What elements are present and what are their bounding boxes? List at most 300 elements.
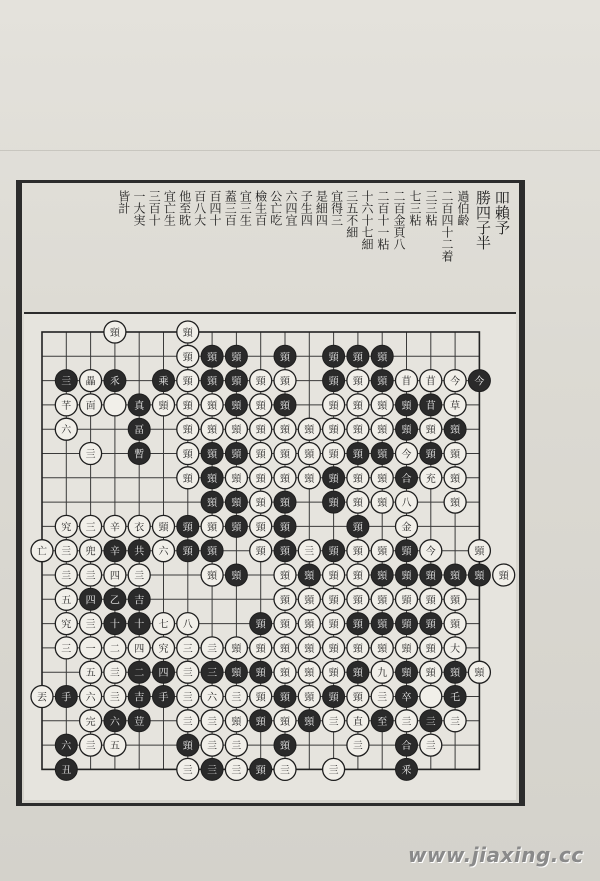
stone-label: 亖 — [231, 765, 242, 777]
white-stone — [298, 467, 320, 489]
white-stone — [225, 686, 247, 708]
white-stone — [153, 540, 175, 562]
stone-label: 頸 — [255, 400, 266, 412]
white-stone — [104, 661, 126, 683]
stone-label: 頸 — [182, 400, 193, 412]
white-stone — [55, 588, 77, 610]
white-stone — [177, 321, 199, 343]
stone-label: 丟 — [37, 692, 47, 704]
stone-label: 六 — [158, 546, 169, 558]
stone-label: 頸 — [377, 643, 388, 655]
stone-label: 頸 — [304, 473, 315, 485]
black-stone — [323, 345, 345, 367]
black-stone — [323, 686, 345, 708]
stone-label: 六 — [207, 692, 218, 704]
stone-label: 頸 — [182, 522, 193, 534]
stone-label: 頸 — [352, 425, 363, 437]
stone-label: 頸 — [231, 376, 242, 388]
white-stone — [80, 637, 102, 659]
black-stone — [104, 710, 126, 732]
black-stone — [274, 515, 296, 537]
white-stone — [420, 370, 442, 392]
stone-label: 頸 — [280, 498, 290, 510]
white-stone — [250, 394, 272, 416]
stone-label: 頸 — [328, 400, 339, 412]
stone-label: 頸 — [182, 473, 193, 485]
white-stone — [80, 564, 102, 586]
white-stone — [80, 686, 102, 708]
white-stone — [420, 734, 442, 756]
white-stone — [347, 370, 369, 392]
white-stone — [104, 686, 126, 708]
white-stone — [323, 588, 345, 610]
black-stone — [104, 540, 126, 562]
white-stone — [177, 394, 199, 416]
stone-label: 究 — [61, 522, 72, 534]
white-stone — [177, 418, 199, 440]
title-column: 勝四子半 — [474, 190, 492, 250]
go-board-svg — [24, 314, 516, 800]
stone-label: 頸 — [450, 595, 461, 607]
stone-label: 草 — [450, 400, 461, 412]
white-stone — [444, 613, 466, 635]
stone-label: 今 — [425, 546, 436, 558]
stone-label: 亖 — [207, 741, 218, 753]
stone-label: 苜 — [425, 376, 436, 388]
stone-label: 今 — [401, 449, 412, 461]
white-stone — [444, 443, 466, 465]
white-stone — [201, 686, 223, 708]
white-stone — [250, 443, 272, 465]
stone-label: 手 — [158, 692, 169, 704]
stone-label: 頸 — [328, 449, 339, 461]
white-stone — [225, 418, 247, 440]
commentary-column: 百四十 — [208, 190, 222, 226]
black-stone — [347, 345, 369, 367]
white-stone — [274, 588, 296, 610]
stone-label: 暫 — [134, 449, 145, 461]
white-stone — [153, 637, 175, 659]
commentary-column: 七三粘 — [408, 190, 422, 226]
black-stone — [298, 710, 320, 732]
stone-label: 頸 — [352, 400, 363, 412]
stone-label: 頸 — [280, 449, 290, 461]
commentary-column: 宜得三 — [329, 190, 344, 226]
white-stone — [323, 710, 345, 732]
stone-label: 頸 — [255, 619, 266, 631]
stone-label: 頸 — [377, 571, 388, 582]
white-stone — [177, 370, 199, 392]
white-stone — [468, 661, 490, 683]
stone-label: 頸 — [280, 473, 290, 485]
stone-label: 究 — [61, 619, 72, 631]
white-stone — [493, 564, 515, 586]
stone-label: 頸 — [328, 619, 339, 631]
stone-label: 頸 — [498, 571, 509, 582]
stone-label: 衣 — [134, 522, 145, 534]
stone-label: 亖 — [231, 692, 242, 704]
stone-label: 五 — [85, 668, 96, 680]
stone-label: 頸 — [280, 352, 290, 364]
white-stone — [55, 613, 77, 635]
stone-label: 頸 — [207, 498, 218, 510]
black-stone — [153, 686, 175, 708]
white-stone — [323, 661, 345, 683]
black-stone — [225, 443, 247, 465]
stone-label: 頸 — [401, 643, 412, 655]
stone-label: 頸 — [352, 352, 363, 364]
stone-label: 金 — [401, 522, 412, 534]
stone-label: 頸 — [425, 619, 436, 631]
white-stone — [177, 686, 199, 708]
stone-label: 頸 — [280, 692, 290, 704]
stone-label: 頸 — [401, 595, 412, 607]
stone-label: 頸 — [231, 473, 242, 485]
stone-label: 頸 — [352, 692, 363, 704]
stone-label: 亖 — [425, 741, 436, 753]
white-stone — [323, 564, 345, 586]
stone-label: 四 — [134, 643, 145, 655]
stone-label: 四 — [158, 668, 169, 680]
stone-label: 頸 — [207, 473, 218, 485]
white-stone — [396, 370, 418, 392]
white-stone — [201, 734, 223, 756]
black-stone — [250, 710, 272, 732]
stone-label: 頸 — [255, 449, 266, 461]
white-stone — [396, 443, 418, 465]
stone-label: 頸 — [328, 352, 339, 364]
white-stone — [250, 491, 272, 513]
white-stone — [250, 637, 272, 659]
stone-label: 頸 — [207, 425, 218, 437]
white-stone — [80, 734, 102, 756]
stone-label: 頸 — [182, 352, 193, 364]
stone-label: 頸 — [231, 522, 242, 534]
black-stone — [128, 710, 150, 732]
black-stone — [347, 661, 369, 683]
black-stone — [371, 613, 393, 635]
stone-label: 大 — [450, 643, 461, 655]
stone-label: 亖 — [182, 692, 193, 704]
stone-label: 頸 — [377, 546, 388, 558]
stone-label: 頸 — [425, 595, 436, 607]
white-stone — [177, 710, 199, 732]
white-stone — [298, 613, 320, 635]
commentary-column: 公亡吃 — [268, 190, 283, 226]
white-stone — [55, 515, 77, 537]
black-stone — [201, 661, 223, 683]
white-stone — [274, 418, 296, 440]
black-stone — [153, 661, 175, 683]
black-stone — [444, 686, 466, 708]
black-stone — [250, 613, 272, 635]
white-stone — [80, 370, 102, 392]
commentary-column: 二百四十二着 — [440, 190, 454, 262]
white-stone — [153, 613, 175, 635]
white-stone — [225, 758, 247, 780]
black-stone — [225, 564, 247, 586]
black-stone — [323, 467, 345, 489]
white-stone — [444, 588, 466, 610]
stone-label: 八 — [182, 619, 193, 631]
black-stone — [396, 540, 418, 562]
stone-label: 亖 — [207, 765, 218, 777]
stone-label: 頸 — [425, 668, 436, 680]
stone-label: 頸 — [255, 425, 266, 437]
white-stone — [225, 734, 247, 756]
stone-label: 亡 — [37, 546, 47, 558]
black-stone — [347, 613, 369, 635]
white-stone — [104, 734, 126, 756]
stone-label: 頸 — [280, 619, 290, 631]
white-stone — [177, 758, 199, 780]
white-stone — [274, 467, 296, 489]
black-stone — [250, 758, 272, 780]
black-stone — [396, 734, 418, 756]
stone-label: 頸 — [231, 425, 242, 437]
commentary-column: 皆計 — [116, 190, 131, 214]
white-stone — [371, 686, 393, 708]
stone-label: 頸 — [280, 716, 290, 728]
stone-label: 頸 — [255, 546, 266, 558]
stone-label: 頸 — [328, 546, 339, 558]
black-stone — [396, 686, 418, 708]
stone-label: 頸 — [474, 571, 485, 582]
stone-label: 亖 — [231, 741, 242, 753]
stone-label: 頸 — [304, 449, 315, 461]
white-stone — [347, 491, 369, 513]
white-stone — [250, 540, 272, 562]
stone-label: 頸 — [377, 352, 388, 364]
stone-label: 亖 — [134, 571, 145, 582]
white-stone — [371, 467, 393, 489]
black-stone — [274, 734, 296, 756]
stone-label: 頸 — [182, 449, 193, 461]
stone-label: 頸 — [377, 425, 388, 437]
stone-label: 亖 — [85, 741, 96, 753]
white-stone — [250, 686, 272, 708]
stone-label: 頸 — [280, 522, 290, 534]
stone-label: 亖 — [352, 741, 363, 753]
black-stone — [396, 661, 418, 683]
stone-label: 頸 — [158, 400, 169, 412]
stone-label: 頸 — [328, 473, 339, 485]
black-stone — [104, 588, 126, 610]
white-stone — [444, 637, 466, 659]
white-stone — [347, 394, 369, 416]
stone-label: 頸 — [304, 619, 315, 631]
white-stone — [128, 637, 150, 659]
white-stone — [80, 710, 102, 732]
white-stone — [80, 443, 102, 465]
stone-label: 頸 — [304, 716, 315, 728]
black-stone — [420, 710, 442, 732]
white-stone — [274, 370, 296, 392]
white-stone — [274, 637, 296, 659]
stone-label: 頸 — [304, 643, 315, 655]
white-stone — [347, 686, 369, 708]
black-stone — [250, 661, 272, 683]
commentary-column: 宜亡生 — [162, 190, 177, 226]
stone-label: 亖 — [280, 765, 290, 777]
white-stone — [298, 540, 320, 562]
commentary-column: 二百金頁八 — [392, 190, 406, 250]
black-stone — [225, 394, 247, 416]
white-stone — [298, 637, 320, 659]
black-stone — [55, 758, 77, 780]
white-stone — [31, 540, 53, 562]
stone-label: 頸 — [328, 643, 339, 655]
stone-label: 頸 — [474, 546, 485, 558]
white-stone — [250, 515, 272, 537]
stone-label: 荳 — [134, 716, 145, 728]
white-stone — [323, 637, 345, 659]
commentary-column: 六四宜 — [284, 190, 298, 226]
stone-label: 亖 — [61, 571, 72, 582]
stone-label: 八 — [401, 498, 412, 510]
black-stone — [420, 394, 442, 416]
white-stone — [371, 661, 393, 683]
white-stone — [420, 686, 442, 708]
stone-label: 六 — [85, 692, 96, 704]
stone-label: 頸 — [401, 546, 412, 558]
white-stone — [347, 564, 369, 586]
commentary-column: 百八大 — [192, 190, 207, 226]
white-stone — [274, 710, 296, 732]
white-stone — [444, 710, 466, 732]
white-stone — [274, 661, 296, 683]
stone-label: 頸 — [328, 498, 339, 510]
white-stone — [347, 540, 369, 562]
stone-label: 六 — [61, 425, 72, 437]
white-stone — [55, 564, 77, 586]
stone-label: 頸 — [231, 498, 242, 510]
black-stone — [104, 370, 126, 392]
stone-label: 頸 — [255, 716, 266, 728]
white-stone — [274, 564, 296, 586]
black-stone — [347, 515, 369, 537]
stone-label: 頸 — [425, 643, 436, 655]
stone-label: 頸 — [231, 352, 242, 364]
stone-label: 亖 — [450, 716, 461, 728]
stone-label: 頸 — [231, 449, 242, 461]
stone-label: 頸 — [231, 571, 242, 582]
stone-label: 頸 — [352, 619, 363, 631]
white-stone — [201, 564, 223, 586]
stone-label: 頸 — [450, 449, 461, 461]
black-stone — [396, 564, 418, 586]
white-stone — [298, 588, 320, 610]
white-stone — [104, 637, 126, 659]
white-stone — [153, 394, 175, 416]
commentary-column: 檢生百 — [253, 190, 268, 226]
white-stone — [371, 637, 393, 659]
white-stone — [420, 661, 442, 683]
stone-label: 頸 — [255, 668, 266, 680]
stone-label: 頸 — [474, 668, 485, 680]
page-fold-shadow — [0, 0, 600, 151]
commentary-column: 宜三生 — [238, 190, 253, 226]
white-stone — [250, 418, 272, 440]
black-stone — [128, 540, 150, 562]
stone-label: 頸 — [280, 741, 290, 753]
white-stone — [274, 613, 296, 635]
stone-label: 頸 — [377, 449, 388, 461]
stone-label: 頸 — [280, 425, 290, 437]
stone-label: 頸 — [328, 668, 339, 680]
black-stone — [323, 370, 345, 392]
stone-label: 頸 — [450, 425, 461, 437]
stone-label: 三 — [61, 643, 72, 655]
stone-label: 頸 — [352, 376, 363, 388]
black-stone — [371, 710, 393, 732]
stone-label: 頸 — [255, 643, 266, 655]
stone-label: 今 — [450, 376, 461, 388]
white-stone — [177, 443, 199, 465]
black-stone — [371, 345, 393, 367]
stone-label: 頸 — [280, 571, 290, 582]
stone-label: 亖 — [207, 716, 218, 728]
stone-label: 頸 — [352, 595, 363, 607]
white-stone — [323, 418, 345, 440]
stone-label: 三 — [85, 522, 96, 534]
stone-label: 苜 — [401, 376, 412, 388]
stone-label: 頸 — [304, 425, 315, 437]
white-stone — [104, 321, 126, 343]
stone-label: 一 — [85, 643, 96, 655]
stone-label: 頸 — [207, 352, 218, 364]
black-stone — [201, 540, 223, 562]
stone-label: 五 — [109, 741, 120, 753]
stone-label: 卒 — [401, 692, 412, 704]
black-stone — [55, 370, 77, 392]
commentary-column: 蓋三百 — [223, 190, 238, 226]
white-stone — [177, 637, 199, 659]
stone-label: 頸 — [158, 522, 169, 534]
black-stone — [274, 394, 296, 416]
white-stone — [371, 540, 393, 562]
stone-label: 頸 — [182, 425, 193, 437]
stone-label: 亖 — [425, 716, 436, 728]
white-stone — [371, 394, 393, 416]
commentary-column: 子生四 — [299, 190, 314, 226]
white-stone — [55, 540, 77, 562]
black-stone — [298, 564, 320, 586]
stone-label: 亖 — [61, 546, 72, 558]
stone-label: 頸 — [280, 376, 290, 388]
white-stone — [55, 418, 77, 440]
stone-label: 乑 — [109, 376, 120, 388]
black-stone — [468, 564, 490, 586]
black-stone — [371, 370, 393, 392]
stone-label: 六 — [109, 716, 120, 728]
white-stone — [274, 443, 296, 465]
black-stone — [177, 515, 199, 537]
stone-label: 頸 — [207, 376, 218, 388]
white-stone — [347, 637, 369, 659]
stone-label: 亖 — [401, 716, 412, 728]
white-stone — [250, 370, 272, 392]
white-stone — [444, 491, 466, 513]
white-stone — [201, 515, 223, 537]
white-stone — [323, 394, 345, 416]
stone-label: 頸 — [304, 668, 315, 680]
white-stone — [104, 394, 126, 416]
commentary-column: 一大実 — [132, 190, 146, 226]
black-stone — [128, 661, 150, 683]
black-stone — [201, 467, 223, 489]
white-stone — [444, 467, 466, 489]
